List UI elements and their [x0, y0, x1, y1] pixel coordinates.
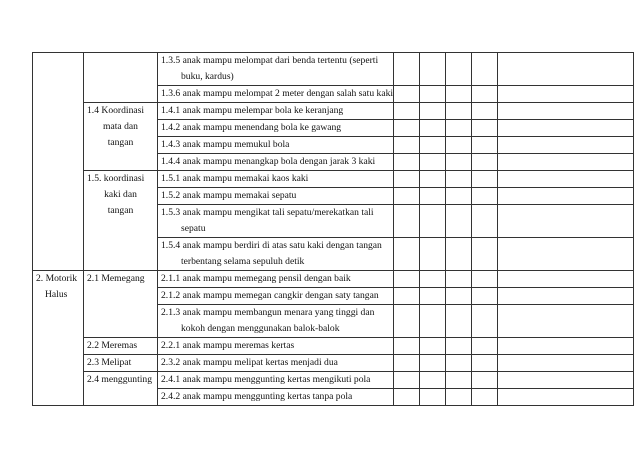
check-cell[interactable]	[420, 120, 446, 137]
note-cell[interactable]	[498, 120, 634, 137]
check-cell[interactable]	[394, 205, 420, 238]
indicator-text: 1.4.1 anak mampu melempar bola ke keranjang	[161, 105, 344, 116]
indicator-text: 2.4.1 anak mampu menggunting kertas mengikuti pola	[161, 374, 371, 385]
table-row	[33, 103, 634, 120]
check-cell[interactable]	[446, 288, 472, 305]
sub-aspect-label: kaki dan	[104, 189, 137, 200]
indicator-cell	[158, 171, 394, 188]
check-cell[interactable]	[420, 355, 446, 372]
indicator-text-cont: sepatu	[181, 223, 206, 234]
check-cell[interactable]	[394, 338, 420, 355]
check-cell[interactable]	[394, 271, 420, 288]
sub-aspect-label: 2.4 menggunting	[87, 374, 153, 385]
check-cell[interactable]	[472, 238, 498, 271]
sub-aspect-cell	[84, 271, 158, 338]
check-cell[interactable]	[420, 154, 446, 171]
indicator-cell	[158, 86, 394, 103]
indicator-cell	[158, 389, 394, 406]
indicator-text: 1.4.3 anak mampu memukul bola	[161, 139, 290, 150]
check-cell[interactable]	[394, 86, 420, 103]
check-cell[interactable]	[394, 137, 420, 154]
aspect-label: 2. Motorik	[36, 273, 78, 284]
indicator-text-cont: buku, kardus)	[181, 71, 234, 82]
check-cell[interactable]	[446, 355, 472, 372]
sub-aspect-label: 2.3 Melipat	[87, 357, 132, 368]
indicator-text: 1.5.4 anak mampu berdiri di atas satu kaki dengan tangan	[161, 240, 382, 251]
check-cell[interactable]	[446, 238, 472, 271]
sub-aspect-cell	[84, 372, 158, 406]
indicator-text: 1.3.6 anak mampu melompat 2 meter dengan salah satu kaki	[161, 88, 394, 99]
note-cell[interactable]	[498, 188, 634, 205]
sub-aspect-cell	[84, 103, 158, 171]
check-cell[interactable]	[420, 271, 446, 288]
note-cell[interactable]	[498, 372, 634, 389]
check-cell[interactable]	[446, 338, 472, 355]
indicator-text: 2.2.1 anak mampu meremas kertas	[161, 340, 295, 351]
aspect-label: Halus	[45, 289, 68, 300]
check-cell[interactable]	[446, 53, 472, 86]
check-cell[interactable]	[472, 154, 498, 171]
sub-aspect-cell-empty	[84, 53, 158, 103]
sub-aspect-cell	[84, 355, 158, 372]
check-cell[interactable]	[472, 389, 498, 406]
check-cell[interactable]	[446, 271, 472, 288]
check-cell[interactable]	[446, 188, 472, 205]
note-cell[interactable]	[498, 137, 634, 154]
check-cell[interactable]	[472, 171, 498, 188]
check-cell[interactable]	[446, 372, 472, 389]
check-cell[interactable]	[394, 53, 420, 86]
check-cell[interactable]	[394, 355, 420, 372]
note-cell[interactable]	[498, 389, 634, 406]
check-cell[interactable]	[472, 355, 498, 372]
indicator-cell	[158, 238, 394, 271]
note-cell[interactable]	[498, 355, 634, 372]
sub-aspect-cell	[84, 171, 158, 271]
note-cell[interactable]	[498, 271, 634, 288]
indicator-cell	[158, 103, 394, 120]
check-cell[interactable]	[472, 120, 498, 137]
indicator-cell	[158, 53, 394, 86]
table-row	[33, 372, 634, 389]
indicator-text: 1.5.2 anak mampu memakai sepatu	[161, 190, 297, 201]
note-cell[interactable]	[498, 238, 634, 271]
check-cell[interactable]	[420, 305, 446, 338]
check-cell[interactable]	[420, 103, 446, 120]
note-cell[interactable]	[498, 171, 634, 188]
check-cell[interactable]	[446, 120, 472, 137]
check-cell[interactable]	[394, 389, 420, 406]
note-cell[interactable]	[498, 305, 634, 338]
sub-aspect-label: tangan	[107, 205, 134, 216]
check-cell[interactable]	[446, 103, 472, 120]
indicator-text: 2.3.2 anak mampu melipat kertas menjadi dua	[161, 357, 338, 368]
indicator-cell	[158, 338, 394, 355]
indicator-text: 2.1.1 anak mampu memegang pensil dengan baik	[161, 273, 351, 284]
check-cell[interactable]	[472, 271, 498, 288]
note-cell[interactable]	[498, 154, 634, 171]
indicator-cell	[158, 120, 394, 137]
sub-aspect-label: 2.2 Meremas	[87, 340, 138, 351]
indicator-text: 1.5.1 anak mampu memakai kaos kaki	[161, 173, 309, 184]
check-cell[interactable]	[472, 86, 498, 103]
check-cell[interactable]	[446, 389, 472, 406]
indicator-text-cont: terbentang selama sepuluh detik	[181, 256, 305, 267]
check-cell[interactable]	[446, 171, 472, 188]
indicator-text: 1.5.3 anak mampu mengikat tali sepatu/merekatkan tali	[161, 207, 374, 218]
check-cell[interactable]	[446, 305, 472, 338]
check-cell[interactable]	[446, 86, 472, 103]
check-cell[interactable]	[472, 288, 498, 305]
check-cell[interactable]	[394, 238, 420, 271]
check-cell[interactable]	[472, 338, 498, 355]
assessment-table	[32, 52, 634, 406]
table-row	[33, 271, 634, 288]
check-cell[interactable]	[394, 188, 420, 205]
indicator-text: 1.3.5 anak mampu melompat dari benda tertentu (seperti	[161, 55, 379, 66]
indicator-text: 2.1.2 anak mampu memegan cangkir dengan saty tangan	[161, 290, 379, 301]
check-cell[interactable]	[394, 103, 420, 120]
check-cell[interactable]	[420, 137, 446, 154]
table-row	[33, 355, 634, 372]
check-cell[interactable]	[472, 137, 498, 154]
check-cell[interactable]	[420, 171, 446, 188]
indicator-cell	[158, 188, 394, 205]
check-cell[interactable]	[394, 171, 420, 188]
aspect-cell-motorik-halus	[33, 271, 84, 406]
table-row	[33, 338, 634, 355]
sub-aspect-label: 1.4 Koordinasi	[87, 105, 145, 116]
check-cell[interactable]	[446, 154, 472, 171]
note-cell[interactable]	[498, 103, 634, 120]
check-cell[interactable]	[472, 205, 498, 238]
sub-aspect-cell	[84, 338, 158, 355]
indicator-cell	[158, 372, 394, 389]
check-cell[interactable]	[472, 53, 498, 86]
note-cell[interactable]	[498, 338, 634, 355]
check-cell[interactable]	[420, 86, 446, 103]
sub-aspect-label: 2.1 Memegang	[87, 273, 145, 284]
check-cell[interactable]	[394, 372, 420, 389]
indicator-cell	[158, 305, 394, 338]
check-cell[interactable]	[472, 188, 498, 205]
indicator-cell	[158, 137, 394, 154]
check-cell[interactable]	[420, 338, 446, 355]
indicator-text: 1.4.2 anak mampu menendang bola ke gawang	[161, 122, 342, 133]
indicator-cell	[158, 355, 394, 372]
indicator-text: 1.4.4 anak mampu menangkap bola dengan jarak 3 kaki	[161, 156, 376, 167]
note-cell[interactable]	[498, 86, 634, 103]
check-cell[interactable]	[472, 305, 498, 338]
indicator-cell	[158, 205, 394, 238]
check-cell[interactable]	[446, 137, 472, 154]
note-cell[interactable]	[498, 53, 634, 86]
indicator-text: 2.4.2 anak mampu menggunting kertas tanpa pola	[161, 391, 353, 402]
indicator-cell	[158, 288, 394, 305]
sub-aspect-label: tangan	[107, 137, 134, 148]
sub-aspect-label: 1.5. koordinasi	[87, 173, 145, 184]
indicator-text-cont: kokoh dengan menggunakan balok-balok	[181, 323, 340, 334]
check-cell[interactable]	[394, 305, 420, 338]
check-cell[interactable]	[420, 372, 446, 389]
table-row	[33, 53, 634, 86]
check-cell[interactable]	[420, 53, 446, 86]
check-cell[interactable]	[446, 205, 472, 238]
note-cell[interactable]	[498, 288, 634, 305]
aspect-cell-motorik-kasar	[33, 53, 84, 271]
check-cell[interactable]	[420, 288, 446, 305]
check-cell[interactable]	[420, 238, 446, 271]
indicator-cell	[158, 154, 394, 171]
sub-aspect-label: mata dan	[103, 121, 138, 132]
check-cell[interactable]	[394, 154, 420, 171]
check-cell[interactable]	[420, 188, 446, 205]
note-cell[interactable]	[498, 205, 634, 238]
check-cell[interactable]	[394, 288, 420, 305]
check-cell[interactable]	[420, 205, 446, 238]
check-cell[interactable]	[394, 120, 420, 137]
check-cell[interactable]	[420, 389, 446, 406]
check-cell[interactable]	[472, 372, 498, 389]
indicator-text: 2.1.3 anak mampu membangun menara yang tinggi dan	[161, 307, 375, 318]
check-cell[interactable]	[472, 103, 498, 120]
indicator-cell	[158, 271, 394, 288]
table-row	[33, 171, 634, 188]
